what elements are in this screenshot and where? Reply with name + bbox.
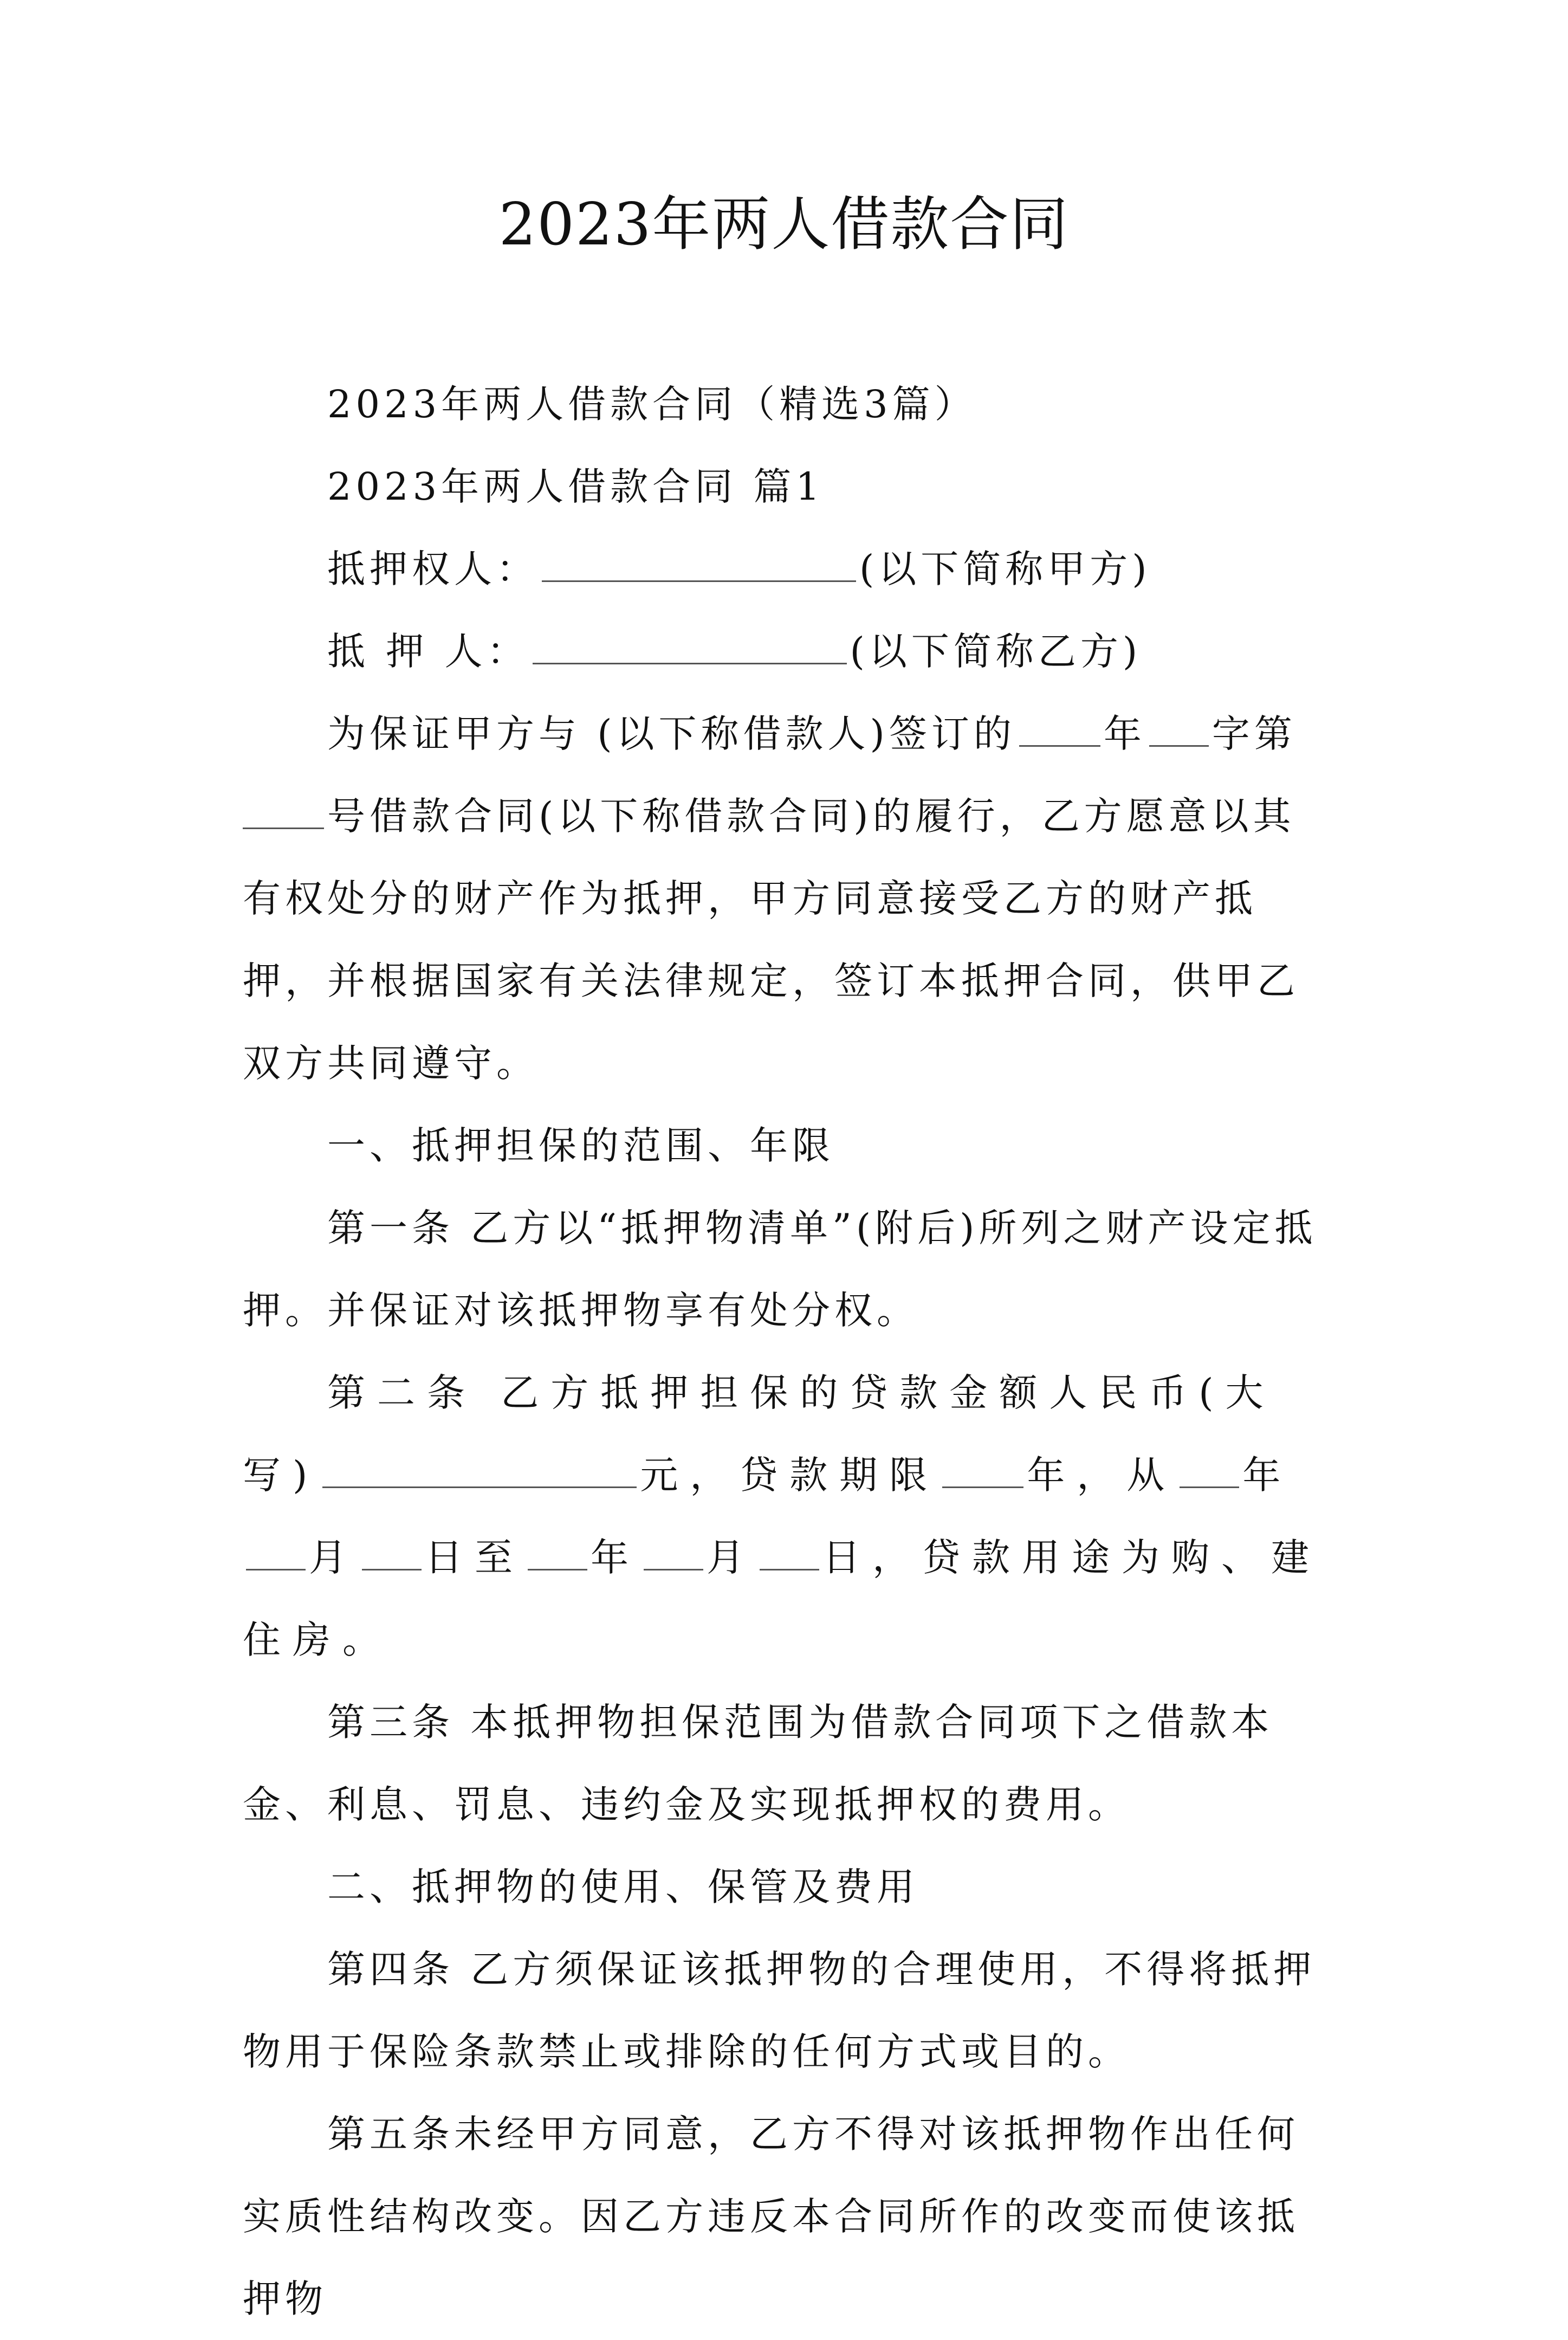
start-month-blank: [246, 1539, 306, 1570]
article-1-text: 第一条 乙方以“抵押物清单”(附后)所列之财产设定抵押。并保证对该抵押物享有处分权。: [243, 1206, 1317, 1333]
paragraph-section-heading: [243, 445, 1332, 528]
mortgagee-label: 抵押权人：: [327, 547, 539, 591]
chapter-2-heading: 二、抵押物的使用、保管及费用: [327, 1865, 919, 1909]
start-day-blank: [362, 1539, 422, 1570]
article-5-text: 第五条未经甲方同意，乙方不得对该抵押物作出任何实质性结构改变。因乙方违反本合同所作的改变而使该抵押物: [243, 2112, 1299, 2321]
article-2-text-7: 年: [591, 1535, 640, 1580]
end-year-blank: [528, 1539, 587, 1570]
paragraph-article-3: [243, 1681, 1332, 1846]
loan-amount-blank: [322, 1456, 637, 1488]
paragraph-article-4: [243, 1928, 1332, 2093]
document-title: 2023年两人借款合同: [498, 191, 1070, 258]
paragraph-subtitle: [243, 363, 1332, 445]
article-2-text-8: 月: [707, 1535, 756, 1580]
document-body: [243, 363, 1332, 2340]
article-2-text-3: 年，从: [1027, 1453, 1177, 1497]
mortgagee-blank: [542, 550, 856, 582]
mortgagor-note: (以下简称乙方): [850, 629, 1142, 674]
preamble-text-4: 号借款合同(以下称借款合同)的履行，乙方愿意以其有权处分的财产作为抵押，甲方同意接受乙方的财产抵押，并根据国家有关法律规定，签订本抵押合同，供甲乙双方共同遵守。: [243, 794, 1299, 1085]
end-day-blank: [760, 1539, 819, 1570]
chapter-1-heading: 一、抵押担保的范围、年限: [327, 1123, 834, 1168]
paragraph-mortgagee: [243, 528, 1332, 610]
mortgagor-blank: [533, 632, 847, 664]
article-2-text-1: 第二条 乙方抵押担保的贷款金额人民币(大写): [243, 1371, 1275, 1497]
article-2-text-5: 月: [309, 1535, 359, 1580]
article-2-text-4: 年: [1242, 1453, 1293, 1497]
paragraph-chapter-2: [243, 1846, 1332, 1928]
article-2-text-2: 元，贷款期限: [640, 1453, 939, 1497]
subtitle-text: 2023年两人借款合同（精选3篇）: [327, 382, 977, 426]
start-year-blank: [1180, 1456, 1239, 1488]
article-3-text: 第三条 本抵押物担保范围为借款合同项下之借款本金、利息、罚息、违约金及实现抵押权的费用。: [243, 1700, 1274, 1827]
paragraph-article-1: [243, 1187, 1332, 1352]
paragraph-preamble: [243, 693, 1332, 1104]
article-2-text-9: 日，贷款用途为购、建住房。: [243, 1535, 1321, 1662]
paragraph-article-2: [243, 1352, 1332, 1681]
paragraph-chapter-1: [243, 1104, 1332, 1187]
section-heading-text: 2023年两人借款合同 篇1: [327, 464, 824, 509]
loan-term-blank: [942, 1456, 1023, 1488]
preamble-text-2: 年: [1103, 712, 1146, 756]
mortgagor-label: 抵 押 人：: [327, 629, 529, 674]
article-2-text-6: 日至: [425, 1535, 524, 1580]
preamble-word-blank: [1149, 715, 1209, 747]
preamble-text-1: 为保证甲方与 (以下称借款人)签订的: [327, 712, 1016, 756]
preamble-text-3: 字第: [1211, 712, 1297, 756]
paragraph-mortgagor: [243, 610, 1332, 693]
preamble-year-blank: [1019, 715, 1100, 747]
paragraph-article-5: [243, 2093, 1332, 2340]
preamble-number-blank: [243, 797, 324, 829]
article-4-text: 第四条 乙方须保证该抵押物的合理使用，不得将抵押物用于保险条款禁止或排除的任何方式或目的。: [243, 1947, 1316, 2074]
mortgagee-note: (以下简称甲方): [859, 547, 1151, 591]
end-month-blank: [644, 1539, 703, 1570]
